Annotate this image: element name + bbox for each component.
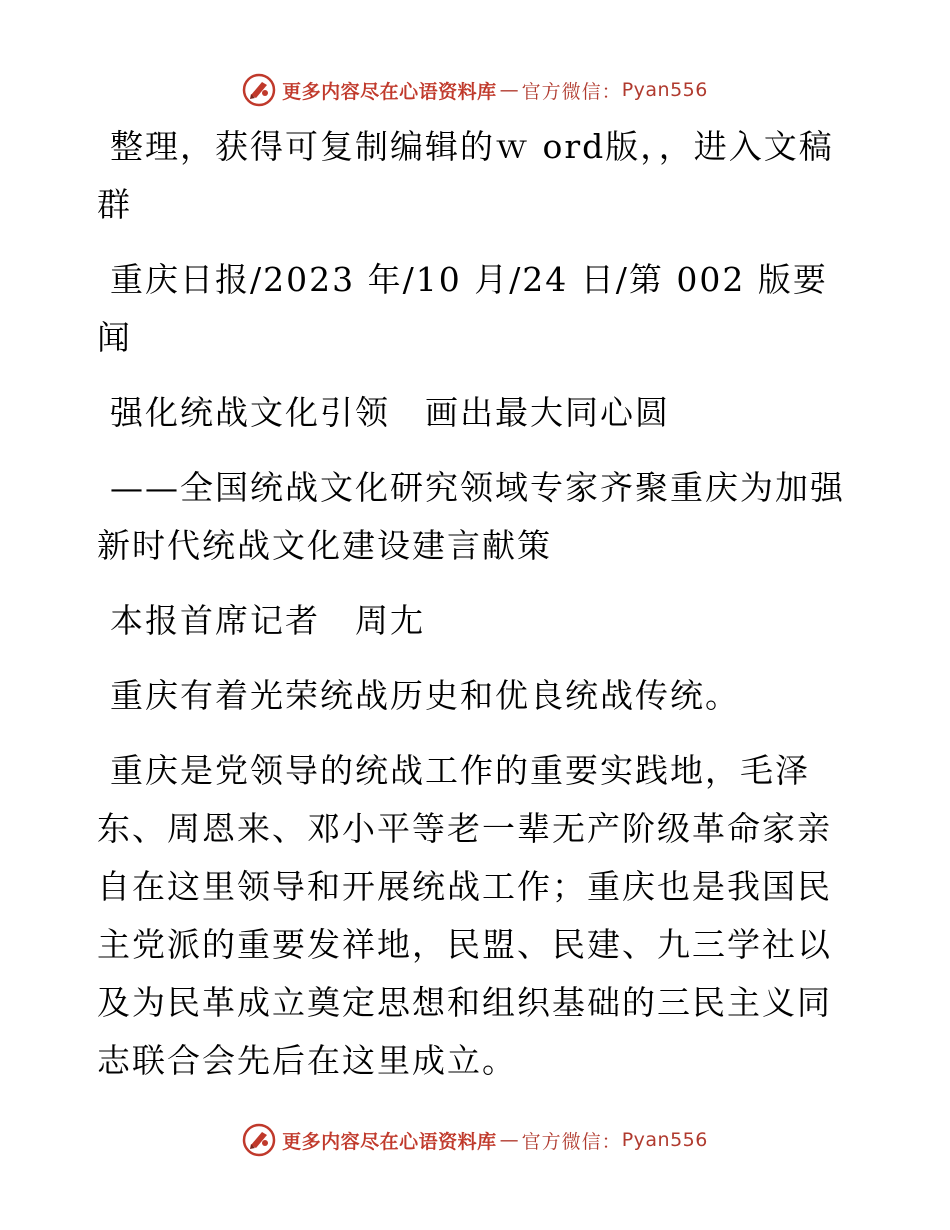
body-paragraph-2: 重庆是党领导的统战工作的重要实践地，毛泽东、周恩来、邓小平等老一辈无产阶级革命家亲自在这里领导和开展统战工作；重庆也是我国民主党派的重要发祥地，民盟、民建、九三学社以及为民革成立奠定思想和组织基础的三民主义同志联合会先后在这里成立。 [97, 751, 832, 1080]
watermark-dash: — [499, 1129, 519, 1151]
footer-watermark [0, 1120, 950, 1160]
source-line: 重庆日报/2023 年/10 月/24 日/第 002 版要闻 [97, 260, 828, 357]
body-paragraph-1: 重庆有着光荣统战历史和优良统战传统。 [110, 676, 740, 715]
intro-paragraph: 整理，获得可复制编辑的ｗ ord版，，进入文稿群 [97, 127, 834, 224]
watermark-label: 官方微信： [521, 80, 622, 103]
byline: 本报首席记者 周尢 [110, 601, 425, 640]
seal-logo-icon [242, 73, 276, 107]
watermark-text: 更多内容尽在心语资料库 [282, 1130, 497, 1153]
article-title: 强化统战文化引领 画出最大同心圆 [110, 393, 670, 432]
seal-logo-icon [242, 1123, 276, 1157]
watermark-text: 更多内容尽在心语资料库 [282, 80, 497, 103]
watermark-dash: — [499, 79, 519, 101]
header-watermark [0, 70, 950, 110]
watermark-wechat-id: Pyan556 [621, 1129, 708, 1151]
document-body [97, 118, 857, 1107]
watermark-label: 官方微信： [521, 1130, 622, 1153]
article-subtitle: ——全国统战文化研究领域专家齐聚重庆为加强新时代统战文化建设建言献策 [97, 468, 845, 565]
watermark-wechat-id: Pyan556 [621, 79, 708, 101]
